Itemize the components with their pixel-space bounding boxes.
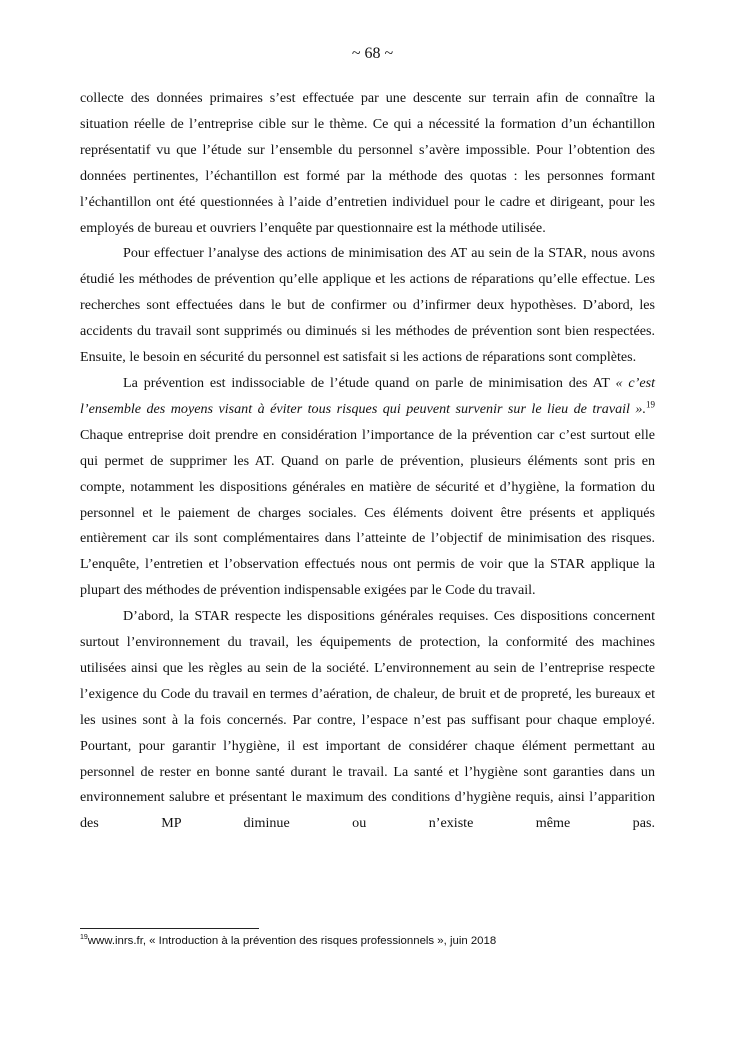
paragraph-1: collecte des données primaires s’est effectuée par une descente sur terrain afin de connaître la situation réelle de l’entreprise cible sur le thème. Ce qui a nécessité la formation d’un échantillon représentatif vu que l’étude sur l’ensemble du personnel s’avère impossible. Pour l’obtention des données pertinentes, l’échantillon est formé par la méthode des quotas : les personnes formant l’échantillon ont été questionnées à l’aide d’entretien individuel pour le cadre et dirigeant, pour les employés de bureau et ouvriers l’enquête par questionnaire est la méthode utilisée. xyxy=(80,90,655,236)
footnote-text: www.inrs.fr, « Introduction à la prévention des risques professionnels », juin 2018 xyxy=(87,935,497,947)
paragraph-3-intro: La prévention est indissociable de l’étude quand on parle de minimisation des AT xyxy=(123,374,610,391)
paragraph-3-rest: Chaque entreprise doit prendre en considération l’importance de la prévention car c’est surtout elle qui permet de supprimer les AT. Quand on parle de prévention, plusieurs éléments sont pris en compte, notamment les dispositions générales en matière de sécurité et d’hygiène, la formation du personnel et le paiement de charges sociales. Ces éléments doivent être présents et appliqués entièrement car ils sont complémentaires dans l’atteinte de l’objectif de minimisation des risques. L’enquête, l’entretien et l’observation effectués nous ont permis de voir que la STAR applique la plupart des méthodes de prévention indispensable exigées par le Code du travail. xyxy=(80,426,655,599)
paragraph-3 xyxy=(80,371,655,604)
footnote-separator xyxy=(80,928,259,929)
definition-quote: « c’est l’ensemble des moyens visant à éviter tous risques qui peuvent survenir sur le lieu de travail ». xyxy=(80,374,655,417)
paragraph-4: D’abord, la STAR respecte les dispositions générales requises. Ces dispositions concernent surtout l’environnement du travail, les équipements de protection, la conformité des machines utilisées ainsi que les règles au sein de la société. L’environnement au sein de l’entreprise respecte l’exigence du Code du travail en termes d’aération, de chaleur, de bruit et de propreté, les bureaux et les usines sont à la fois concernés. Par contre, l’espace n’est pas suffisant pour chaque employé. Pourtant, pour garantir l’hygiène, il est important de considérer chaque élément permettant au personnel de rester en bonne santé durant le travail. La santé et l’hygiène sont garanties dans un environnement salubre et présentant le maximum des conditions d’hygiène requis, ainsi l’apparition des MP diminue ou n’existe même pas. xyxy=(80,608,655,832)
paragraph-2: Pour effectuer l’analyse des actions de minimisation des AT au sein de la STAR, nous avons étudié les méthodes de prévention qu’elle applique et les actions de réparations qu’elle effectue. Les recherches sont effectuées dans le but de confirmer ou d’infirmer deux hypothèses. D’abord, les accidents du travail sont supprimés ou diminués si les méthodes de prévention sont bien respectées. Ensuite, le besoin en sécurité du personnel est satisfait si les actions de réparations sont complètes. xyxy=(80,245,655,366)
body-text xyxy=(80,86,655,837)
footnote-reference[interactable]: 19 xyxy=(646,399,655,410)
page-number: ~ 68 ~ xyxy=(351,45,394,62)
footnote xyxy=(80,934,655,948)
footnote-mark: 19 xyxy=(80,934,88,942)
